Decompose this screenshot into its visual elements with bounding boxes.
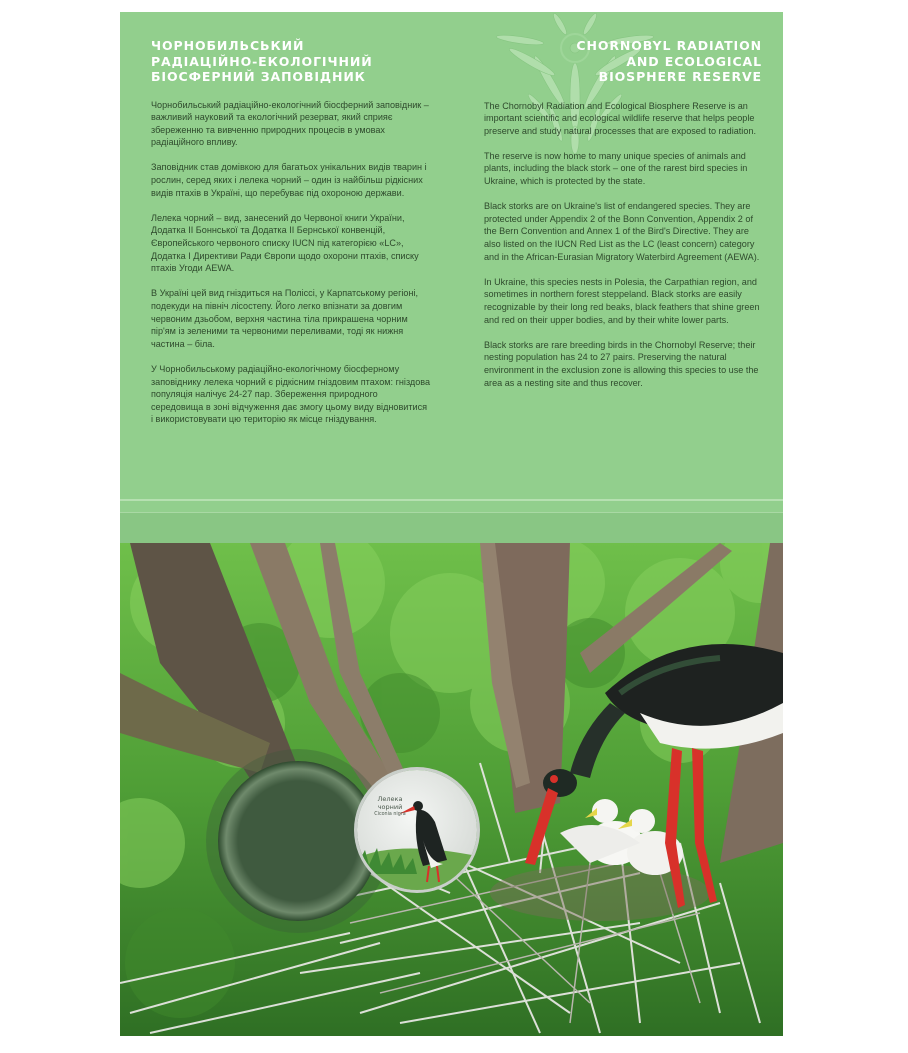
english-column (484, 12, 764, 389)
ukrainian-paragraph: Лелека чорний – вид, занесений до Червоної книги України, Додатка II Боннської та Додатка II Бернської конвенцій, Європейського червоного списку IUCN під категорією «LC», Додатка I Директиви Ради Європи щодо охорони птахів, списку птахів Угоди AEWA. (151, 212, 419, 274)
english-paragraph: The reserve is now home to many unique species of animals and plants, including the black stork – one of the rarest bird species in Ukraine, which is protected by the state. (484, 150, 748, 187)
commemorative-coin (357, 770, 477, 890)
english-paragraphs (484, 100, 764, 390)
english-title (484, 38, 764, 85)
english-title-line: CHORNOBYL RADIATION (576, 38, 762, 53)
ukrainian-column (151, 12, 431, 426)
ukrainian-title-line: РАДІАЦІЙНО-ЕКОЛОГІЧНИЙ (151, 53, 373, 69)
english-paragraph: In Ukraine, this species nests in Polesia, the Carpathian region, and sometimes in northern forest steppeland. Black storks are easily recognizable by their long red beaks, black feathers that shine green and red on their upper bodies, and by their white lower parts. (484, 276, 760, 325)
english-paragraph: Black storks are rare breeding birds in the Chornobyl Reserve; their nesting population has 24 to 27 pairs. Preserving the natural environment in the exclusion zone is allowing this species to use the area as a nesting site and thus recover. (484, 339, 759, 388)
text-panel (120, 12, 783, 512)
coin-inscription-line: Лелека (377, 795, 403, 803)
coin-stork-icon (357, 770, 477, 890)
ukrainian-title-line: ЧОРНОБИЛЬСЬКИЙ (151, 38, 305, 53)
ukrainian-paragraphs (151, 99, 431, 426)
booklet-card (120, 12, 783, 1036)
ukrainian-paragraph: В Україні цей вид гніздиться на Поліссі, у Карпатському регіоні, подекуди на північ лісостепу. Його легко впізнати за довгим червоним дзьобом, верхня частина тіла прикрашена чорним пір'ям із зеленими та червоними переливами, тоді як нижня частина – біла. (151, 288, 419, 349)
coin-inscription-line: чорний (377, 802, 403, 811)
fold-band (120, 512, 783, 543)
english-title-line: BIOSPHERE RESERVE (598, 69, 762, 84)
ukrainian-paragraph: Заповідник став домівкою для багатьох унікальних видів тварин і рослин, серед яких і лелека чорний – один із найбільш рідкісних видів птахів в Україні, що перебуває під охороною держави. (151, 162, 427, 198)
ukrainian-paragraph: У Чорнобильському радіаційно-екологічному біосферному заповіднику лелека чорний є рідкісним гніздовим птахом: гніздова популяція налічує 24-27 пар. Збереження природного середовища в зоні відчуження дає змогу цьому виду відновитися і використовувати цю територію як місце гніздування. (151, 363, 431, 425)
fold-line (120, 499, 783, 501)
coin-inscription (367, 796, 413, 819)
english-title-line: AND ECOLOGICAL (626, 53, 762, 69)
english-paragraph: Black storks are on Ukraine's list of endangered species. They are protected under Appendix 2 of the Bonn Convention, Appendix 2 of the Bern Convention and Annex 1 of the Bird's Directive. They are also listed on the IUCN Red List as the LC (least concern) category and in the African-Eurasian Migratory Waterbird Agreement (AEWA). (484, 201, 760, 262)
ukrainian-title-line: БІОСФЕРНИЙ ЗАПОВІДНИК (151, 69, 366, 84)
english-paragraph: The Chornobyl Radiation and Ecological Biosphere Reserve is an important scientific and ecological wildlife reserve that helps people preserve and study natural processes that are exposed to radiation. (484, 100, 756, 136)
ukrainian-title (151, 38, 431, 85)
coin-inscription-line: Ciconia nigra (374, 812, 406, 817)
ukrainian-paragraph: Чорнобильський радіаційно-екологічний біосферний заповідник – важливий науковий та екологічний резерват, який сприяє збереженню та вивченню природних процесів в умовах радіаційного впливу. (151, 99, 429, 148)
